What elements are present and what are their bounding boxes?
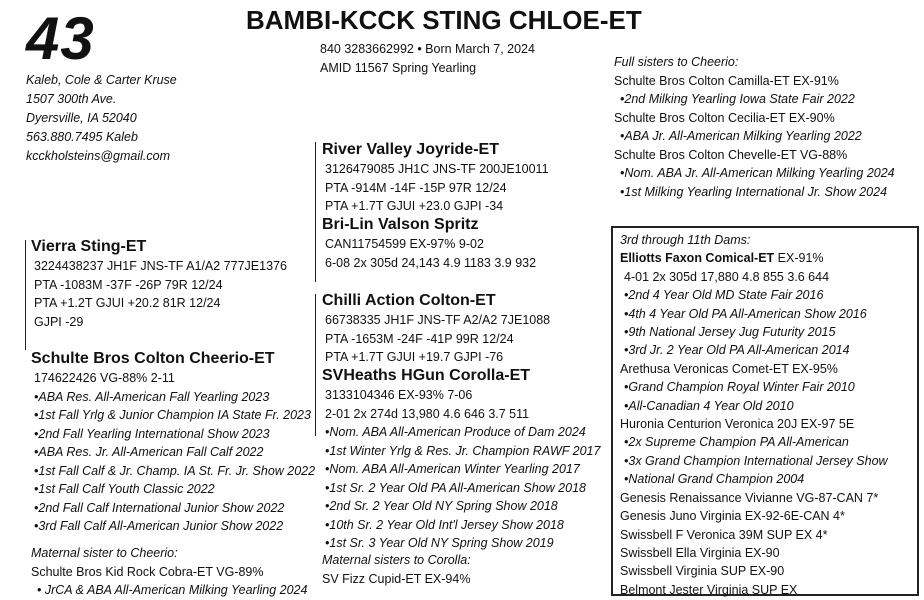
dam-honor: •2nd Fall Calf International Junior Show 2022: [34, 500, 285, 515]
dam-name: Schulte Bros Colton Cheerio-ET: [31, 350, 275, 367]
full-sister-honor: •Nom. ABA Jr. All-American Milking Yearling 2024: [620, 166, 895, 180]
ancestor-line: Genesis Renaissance Vivianne VG-87-CAN 7*: [620, 490, 879, 505]
ancestor-name-bold: Elliotts Faxon Comical-ET: [620, 251, 775, 266]
full-sisters-heading: Full sisters to Cheerio:: [614, 55, 739, 69]
owner-email: kcckholsteins@gmail.com: [26, 149, 170, 163]
dam-honor: •3rd Fall Calf All-American Junior Show 2022: [34, 519, 284, 533]
lot-number: 43: [26, 5, 95, 72]
ancestor-line: Genesis Juno Virginia EX-92-6E-CAN 4*: [620, 509, 845, 524]
owner-contact: [26, 71, 177, 166]
maternal-sisters-heading: Maternal sisters to Corolla:: [322, 553, 471, 567]
sire-sire-block: [322, 140, 549, 216]
dams-box-heading: 3rd through 11th Dams:: [620, 233, 751, 247]
pedigree-bracket-sire: [315, 142, 316, 282]
ancestor-honor: •2nd 4 Year Old MD State Fair 2016: [624, 288, 824, 303]
dam-dam-honor: •Nom. ABA All-American Winter Yearling 2017: [325, 462, 580, 476]
dam-detail: 174622426 VG-88% 2-11: [34, 371, 175, 385]
dam-sire-name: Chilli Action Colton-ET: [322, 292, 496, 309]
ancestor-line: Swissbell F Veronica 39M SUP EX 4*: [620, 527, 828, 542]
ancestor-honor: •All-Canadian 4 Year Old 2010: [624, 398, 794, 413]
ancestor-line: 4-01 2x 305d 17,880 4.8 855 3.6 644: [624, 269, 830, 284]
ancestor-honor: •National Grand Champion 2004: [624, 472, 805, 487]
dam-dam-detail: 2-01 2x 274d 13,980 4.6 646 3.7 511: [325, 406, 530, 421]
animal-name: BAMBI-KCCK STING CHLOE-ET: [246, 5, 642, 35]
dam-dam-honor: •2nd Sr. 2 Year Old NY Spring Show 2018: [325, 499, 558, 513]
sire-detail: PTA -1083M -37F -26P 79R 12/24: [34, 277, 223, 292]
ancestor-honor: •3rd Jr. 2 Year Old PA All-American 2014: [624, 343, 850, 358]
ancestor-line: Arethusa Veronicas Comet-ET EX-95%: [620, 361, 838, 376]
ancestor-classification: EX-91%: [774, 251, 824, 266]
sire-dam-detail: 6-08 2x 305d 24,143 4.9 1183 3.9 932: [325, 255, 537, 270]
sire-sire-detail: PTA +1.7T GJUI +23.0 GJPI -34: [325, 199, 504, 213]
dam-dam-detail: 3133104346 EX-93% 7-06: [325, 388, 473, 402]
full-sisters-list: [614, 72, 895, 202]
ancestor-honor: •Grand Champion Royal Winter Fair 2010: [624, 380, 855, 395]
dam-honor: •1st Fall Yrlg & Junior Champion IA State Fr. 2023: [34, 408, 311, 422]
ancestor-line: [620, 249, 888, 267]
sire-block: [31, 237, 287, 331]
full-sister-honor: •2nd Milking Yearling Iowa State Fair 2022: [620, 92, 855, 106]
ancestor-honor: •9th National Jersey Jug Futurity 2015: [624, 325, 836, 340]
dam-block: [31, 349, 315, 536]
dam-dam-honor: •Nom. ABA All-American Produce of Dam 2024: [325, 425, 586, 439]
dam-sire-block: [322, 291, 550, 367]
maternal-sisters-corolla: [322, 551, 471, 588]
maternal-sister-name: Schulte Bros Kid Rock Cobra-ET VG-89%: [31, 564, 264, 579]
pedigree-bracket-left: [25, 240, 26, 350]
maternal-sister-name: SV Fizz Cupid-ET EX-94%: [322, 571, 471, 586]
registration-line: 840 3283662992 • Born March 7, 2024: [320, 42, 535, 56]
dams-box-list: [620, 249, 888, 599]
sire-sire-name: River Valley Joyride-ET: [322, 141, 499, 158]
animal-registration-info: [320, 40, 535, 78]
owner-names: Kaleb, Cole & Carter Kruse: [26, 73, 177, 87]
ancestor-honor: •4th 4 Year Old PA All-American Show 2016: [624, 306, 867, 321]
sire-detail: PTA +1.2T GJUI +20.2 81R 12/24: [34, 296, 221, 310]
owner-address: 1507 300th Ave.: [26, 92, 117, 106]
sire-detail: 3224438237 JH1F JNS-TF A1/A2 777JE1376: [34, 259, 287, 273]
dam-dam-name: SVHeaths HGun Corolla-ET: [322, 367, 531, 384]
ancestor-line: Huronia Centurion Veronica 20J EX-97 5E: [620, 417, 855, 432]
full-sister-honor: •1st Milking Yearling International Jr. Show 2024: [620, 184, 888, 199]
sire-dam-detail: CAN11754599 EX-97% 9-02: [325, 237, 484, 251]
maternal-sister-cheerio: [31, 544, 307, 600]
sire-name: Vierra Sting-ET: [31, 238, 147, 255]
pedigree-bracket-dam: [315, 294, 316, 436]
full-sister-honor: •ABA Jr. All-American Milking Yearling 2022: [620, 129, 862, 143]
dam-honor: •1st Fall Calf Youth Classic 2022: [34, 482, 215, 496]
dam-honor: •2nd Fall Yearling International Show 2023: [34, 426, 270, 441]
maternal-sister-heading: Maternal sister to Cheerio:: [31, 546, 178, 560]
owner-phone: 563.880.7495 Kaleb: [26, 130, 138, 144]
ancestor-line: Swissbell Virginia SUP EX-90: [620, 564, 785, 579]
dam-sire-detail: 66738335 JH1F JNS-TF A2/A2 7JE1088: [325, 313, 551, 327]
dam-honor: •ABA Res. Jr. All-American Fall Calf 2022: [34, 445, 264, 459]
owner-city: Dyersville, IA 52040: [26, 111, 137, 125]
sire-detail: GJPI -29: [34, 314, 84, 329]
sire-dam-name: Bri-Lin Valson Spritz: [322, 216, 479, 233]
maternal-sister-honor: • JrCA & ABA All-American Milking Yearling 2024: [37, 583, 308, 597]
ancestor-honor: •2x Supreme Champion PA All-American: [624, 435, 849, 450]
full-sister-name: Schulte Bros Colton Camilla-ET EX-91%: [614, 73, 839, 88]
sire-sire-detail: 3126479085 JH1C JNS-TF 200JE10011: [325, 162, 549, 176]
sire-dam-block: [322, 215, 536, 272]
full-sister-name: Schulte Bros Colton Cecilia-ET EX-90%: [614, 110, 835, 125]
sire-sire-detail: PTA -914M -14F -15P 97R 12/24: [325, 180, 507, 195]
full-sisters-block: [614, 53, 895, 201]
dam-dam-honor: •1st Sr. 3 Year Old NY Spring Show 2019: [325, 536, 554, 550]
dam-dam-honor: •1st Sr. 2 Year Old PA All-American Show 2018: [325, 480, 586, 495]
ancestor-line: Swissbell Ella Virginia EX-90: [620, 545, 780, 560]
full-sister-name: Schulte Bros Colton Chevelle-ET VG-88%: [614, 147, 848, 162]
dam-sire-detail: PTA -1653M -24F -41P 99R 12/24: [325, 331, 514, 346]
ancestor-honor: •3x Grand Champion International Jersey Show: [624, 453, 888, 468]
dam-dam-block: [322, 366, 600, 553]
registration-line: AMID 11567 Spring Yearling: [320, 61, 477, 75]
dam-honor: •ABA Res. All-American Fall Yearling 2023: [34, 389, 270, 404]
dam-sire-detail: PTA +1.7T GJUI +19.7 GJPI -76: [325, 350, 504, 364]
dams-box: [611, 226, 919, 596]
dam-honor: •1st Fall Calf & Jr. Champ. IA St. Fr. Jr. Show 2022: [34, 463, 316, 478]
dam-dam-honor: •10th Sr. 2 Year Old Int'l Jersey Show 2018: [325, 517, 564, 532]
dam-dam-honor: •1st Winter Yrlg & Res. Jr. Champion RAWF 2017: [325, 443, 601, 458]
ancestor-line: Belmont Jester Virginia SUP EX: [620, 582, 798, 597]
